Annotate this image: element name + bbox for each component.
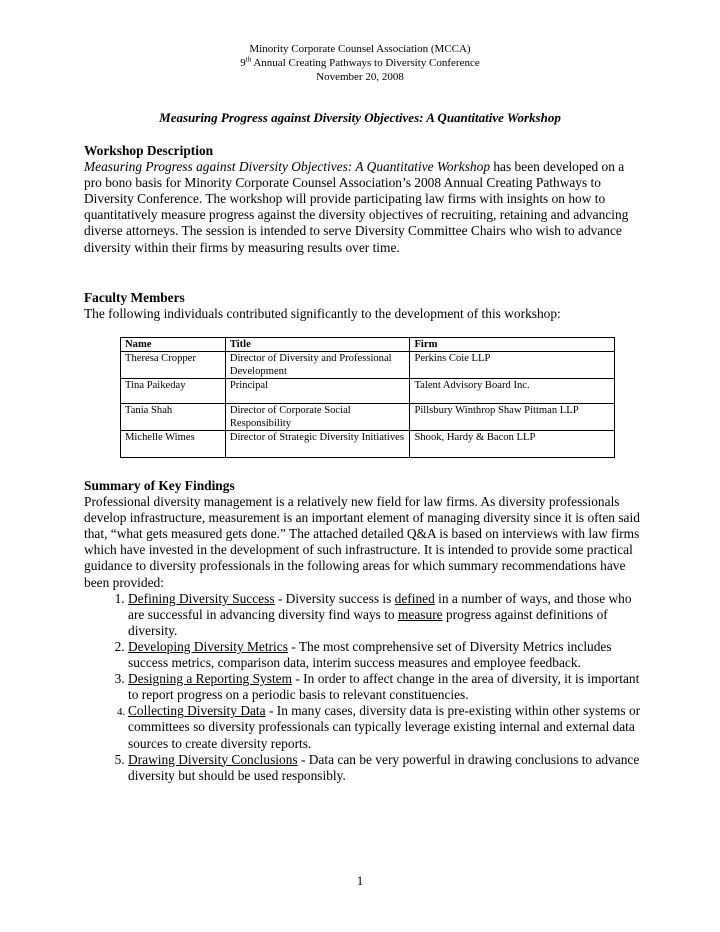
- finding-text: - Data can be very powerful in drawing conclusions to advance diversity but should be used responsibly.: [128, 751, 640, 783]
- list-item: [128, 671, 644, 703]
- table-row: [121, 404, 615, 431]
- finding-text: progress against definitions of diversity.: [128, 606, 608, 638]
- faculty-firm: Perkins Coie LLP: [410, 352, 615, 379]
- workshop-description-heading: Workshop Description: [84, 143, 214, 158]
- faculty-intro: The following individuals contributed significantly to the development of this workshop:: [84, 306, 561, 322]
- workshop-title-italic: Measuring Progress against Diversity Objectives: A Quantitative Workshop: [84, 159, 491, 175]
- header-organization: Minority Corporate Counsel Association (MCCA): [249, 43, 471, 55]
- list-item: [128, 639, 644, 671]
- finding-emphasis: defined: [394, 590, 435, 606]
- list-item: [128, 752, 644, 784]
- header-conference-name: Annual Creating Pathways to Diversity Conference: [251, 57, 480, 69]
- column-header-firm: Firm: [410, 338, 615, 352]
- faculty-firm: Pillsbury Winthrop Shaw Pittman LLP: [410, 404, 615, 431]
- workshop-description-text: has been developed on a pro bono basis for Minority Corporate Counsel Association’s 2008 Annual Creating Pathways to Diversity Conference. The workshop will provide participating law firms with insights on how to quantitatively measure progress against the diversity objectives of recruiting, retaining and advancing diverse attorneys. The session is intended to serve Diversity Committee Chairs who wish to advance diversity within their firms by measuring results over time.: [84, 159, 629, 255]
- faculty-name: Theresa Cropper: [121, 352, 226, 379]
- faculty-name: Tina Paikeday: [121, 379, 226, 404]
- document-title: Measuring Progress against Diversity Objectives: A Quantitative Workshop: [159, 110, 561, 125]
- finding-text: - Diversity success is: [274, 590, 395, 606]
- finding-term: Drawing Diversity Conclusions: [128, 751, 298, 767]
- key-findings-section: [84, 478, 644, 784]
- faculty-title: Principal: [225, 379, 410, 404]
- header-conference: [0, 56, 720, 70]
- finding-term: Developing Diversity Metrics: [128, 638, 288, 654]
- finding-term: Collecting Diversity Data: [128, 703, 266, 719]
- faculty-section: [84, 290, 644, 322]
- table-row: [121, 431, 615, 458]
- finding-text: - The most comprehensive set of Diversity Metrics includes success metrics, comparison data, interim success measures and employee feedback.: [128, 638, 612, 671]
- faculty-name: Michelle Wimes: [121, 431, 226, 458]
- finding-text: in a number of ways, and those who are successful in advancing diversity find ways to: [128, 590, 632, 622]
- list-item: [128, 703, 644, 751]
- faculty-table-header: [121, 338, 615, 352]
- list-item: [128, 591, 644, 639]
- workshop-description-body: [84, 159, 644, 256]
- finding-term: Designing a Reporting System: [128, 671, 293, 687]
- column-header-title: Title: [225, 338, 410, 352]
- finding-text: - In many cases, diversity data is pre-existing within other systems or committees so diversity professionals can typically leverage existing internal and external data sources to create diversity reports.: [128, 703, 641, 751]
- header-conference-suffix: th: [245, 55, 252, 64]
- table-row: [121, 352, 615, 379]
- workshop-description-section: [84, 143, 644, 256]
- faculty-title: Director of Corporate Social Responsibility: [225, 404, 410, 431]
- faculty-firm: Talent Advisory Board Inc.: [410, 379, 615, 404]
- faculty-firm: Shook, Hardy & Bacon LLP: [410, 431, 615, 458]
- conference-header: [0, 42, 720, 84]
- key-findings-heading: Summary of Key Findings: [84, 478, 235, 493]
- faculty-name: Tania Shah: [121, 404, 226, 431]
- key-findings-list: [84, 591, 644, 784]
- column-header-name: Name: [121, 338, 226, 352]
- page-number: 1: [356, 873, 364, 888]
- faculty-title: Director of Diversity and Professional Development: [225, 352, 410, 379]
- header-date: November 20, 2008: [316, 71, 404, 83]
- header-conference-number: 9: [240, 57, 246, 69]
- faculty-table: [120, 337, 615, 458]
- faculty-heading: Faculty Members: [84, 290, 185, 305]
- key-findings-intro: Professional diversity management is a relatively new field for law firms. As diversity professionals develop infrastructure, measurement is an important element of managing diversity since it is often said that, “what gets measured gets done.” The attached detailed Q&A is based on interviews with law firms which have invested in the development of such infrastructure. It is intended to provide some practical guidance to diversity professionals in the following areas for which summary recommendations have been provided:: [84, 494, 640, 590]
- table-row: [121, 379, 615, 404]
- faculty-title: Director of Strategic Diversity Initiatives: [225, 431, 410, 458]
- finding-term: Defining Diversity Success: [128, 590, 275, 606]
- finding-text: - In order to affect change in the area of diversity, it is important to report progress on a periodic basis to relevant constituencies.: [128, 671, 640, 703]
- finding-emphasis: measure: [397, 606, 443, 622]
